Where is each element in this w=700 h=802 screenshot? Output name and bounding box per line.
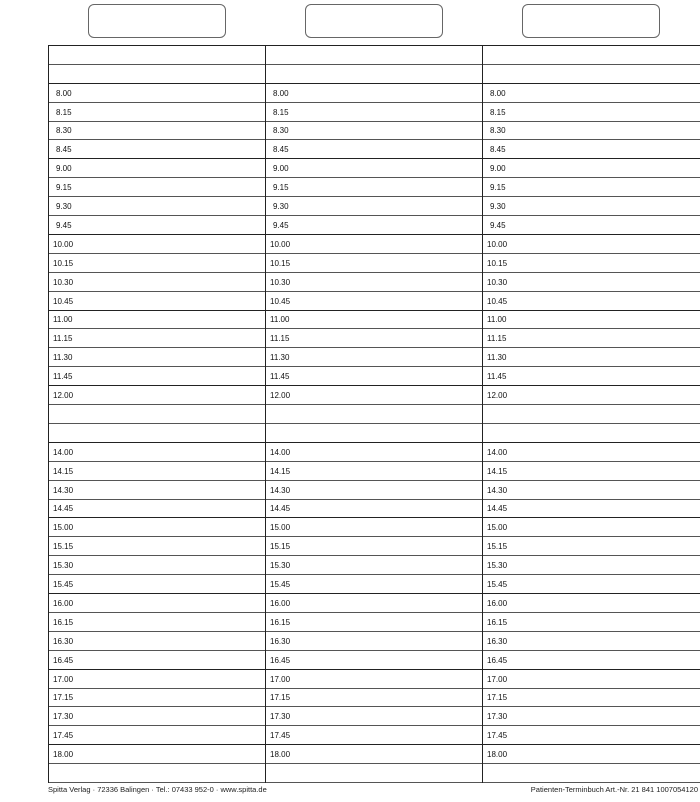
time-slot-row[interactable]	[49, 651, 265, 670]
time-label: 9.00	[273, 164, 289, 174]
time-slot-row[interactable]	[483, 537, 700, 556]
time-label: 11.45	[270, 372, 290, 382]
time-label: 17.45	[487, 731, 508, 741]
time-slot-row[interactable]	[49, 84, 265, 103]
time-label: 8.30	[56, 126, 72, 136]
time-slot-row[interactable]	[483, 367, 700, 386]
time-slot-row[interactable]	[266, 405, 482, 424]
time-slot-row[interactable]	[49, 745, 265, 764]
time-label: 9.15	[490, 183, 506, 193]
time-slot-row[interactable]	[483, 670, 700, 689]
time-label: 9.45	[273, 220, 289, 230]
day-column-2	[266, 46, 483, 782]
time-slot-row[interactable]	[483, 575, 700, 594]
time-slot-row[interactable]	[483, 424, 700, 443]
time-label: 10.45	[487, 296, 508, 306]
time-label: 17.45	[53, 731, 74, 741]
time-slot-row[interactable]	[49, 348, 265, 367]
time-slot-row[interactable]	[483, 348, 700, 367]
time-slot-row[interactable]	[266, 613, 482, 632]
time-label: 8.45	[56, 145, 72, 155]
time-slot-row[interactable]	[483, 443, 700, 462]
time-slot-row[interactable]	[266, 519, 482, 538]
time-slot-row[interactable]	[49, 405, 265, 424]
time-slot-row[interactable]	[266, 46, 482, 65]
time-label: 8.00	[56, 88, 72, 98]
time-slot-row[interactable]	[266, 292, 482, 311]
time-slot-row[interactable]	[49, 367, 265, 386]
header-box-1[interactable]	[88, 4, 226, 38]
time-label: 11.30	[487, 353, 507, 363]
header-box-2[interactable]	[305, 4, 443, 38]
time-slot-row[interactable]	[266, 235, 482, 254]
time-slot-row[interactable]	[483, 84, 700, 103]
time-slot-row[interactable]	[483, 311, 700, 330]
time-slot-row[interactable]	[49, 689, 265, 708]
time-label: 15.30	[487, 561, 508, 571]
time-slot-row[interactable]	[266, 783, 482, 802]
time-label: 12.00	[270, 391, 291, 401]
time-slot-row[interactable]	[49, 575, 265, 594]
time-label: 14.30	[53, 485, 74, 495]
time-label: 11.45	[487, 372, 507, 382]
time-label: 16.30	[270, 636, 291, 646]
time-label: 11.15	[270, 334, 290, 344]
time-slot-row[interactable]	[483, 405, 700, 424]
time-slot-row[interactable]	[49, 500, 265, 519]
time-slot-row[interactable]	[266, 424, 482, 443]
time-slot-row[interactable]	[483, 103, 700, 122]
time-slot-row[interactable]	[49, 330, 265, 349]
time-label: 15.45	[270, 580, 291, 590]
time-label: 17.00	[487, 674, 508, 684]
time-label: 11.00	[53, 315, 73, 325]
time-slot-row[interactable]	[49, 386, 265, 405]
time-slot-row[interactable]	[266, 537, 482, 556]
time-slot-row[interactable]	[49, 443, 265, 462]
time-slot-row[interactable]	[483, 500, 700, 519]
time-label: 15.15	[53, 542, 74, 552]
time-label: 18.00	[487, 750, 508, 760]
time-label: 11.15	[53, 334, 73, 344]
time-slot-row[interactable]	[266, 367, 482, 386]
time-label: 14.00	[270, 447, 291, 457]
time-label: 16.45	[270, 655, 291, 665]
time-slot-row[interactable]	[49, 670, 265, 689]
time-label: 9.45	[56, 220, 72, 230]
time-label: 9.15	[56, 183, 72, 193]
time-slot-row[interactable]	[483, 519, 700, 538]
time-label: 9.30	[56, 202, 72, 212]
time-slot-row[interactable]	[483, 273, 700, 292]
day-column-1	[49, 46, 266, 782]
time-label: 10.15	[270, 258, 291, 268]
time-slot-row[interactable]	[49, 141, 265, 160]
time-slot-row[interactable]	[483, 178, 700, 197]
time-slot-row[interactable]	[266, 462, 482, 481]
time-label: 14.00	[487, 447, 508, 457]
time-label: 15.15	[487, 542, 508, 552]
time-slot-row[interactable]	[266, 348, 482, 367]
time-slot-row[interactable]	[49, 537, 265, 556]
time-label: 17.15	[270, 693, 291, 703]
time-label: 11.30	[270, 353, 290, 363]
time-label: 14.45	[487, 504, 508, 514]
time-slot-row[interactable]	[266, 670, 482, 689]
time-label: 16.45	[53, 655, 74, 665]
time-label: 12.00	[53, 391, 74, 401]
time-label: 16.30	[53, 636, 74, 646]
time-slot-row[interactable]	[483, 235, 700, 254]
time-slot-row[interactable]	[266, 500, 482, 519]
time-slot-row[interactable]	[266, 103, 482, 122]
time-label: 15.30	[53, 561, 74, 571]
time-label: 15.00	[270, 523, 291, 533]
time-label: 9.00	[490, 164, 506, 174]
time-slot-row[interactable]	[483, 46, 700, 65]
time-slot-row[interactable]	[49, 632, 265, 651]
time-label: 8.00	[273, 88, 289, 98]
time-slot-row[interactable]	[49, 273, 265, 292]
time-label: 10.15	[53, 258, 74, 268]
time-slot-row[interactable]	[49, 708, 265, 727]
time-slot-row[interactable]	[49, 65, 265, 84]
time-slot-row[interactable]	[483, 254, 700, 273]
time-slot-row[interactable]	[266, 178, 482, 197]
time-label: 15.30	[270, 561, 291, 571]
time-slot-row[interactable]	[483, 292, 700, 311]
time-slot-row[interactable]	[49, 46, 265, 65]
time-slot-row[interactable]	[483, 651, 700, 670]
time-label: 15.00	[53, 523, 74, 533]
time-slot-row[interactable]	[49, 103, 265, 122]
time-slot-row[interactable]	[483, 764, 700, 783]
time-label: 9.00	[56, 164, 72, 174]
time-slot-row[interactable]	[266, 273, 482, 292]
time-label: 14.30	[487, 485, 508, 495]
appointment-grid	[48, 45, 700, 783]
time-slot-row[interactable]	[49, 311, 265, 330]
time-label: 14.30	[270, 485, 291, 495]
time-slot-row[interactable]	[266, 708, 482, 727]
time-label: 15.15	[270, 542, 291, 552]
time-label: 11.45	[53, 372, 73, 382]
time-label: 10.45	[53, 296, 74, 306]
time-slot-row[interactable]	[483, 141, 700, 160]
time-label: 9.45	[490, 220, 506, 230]
time-slot-row[interactable]	[266, 556, 482, 575]
time-label: 11.00	[487, 315, 507, 325]
time-slot-row[interactable]	[266, 141, 482, 160]
time-label: 17.30	[53, 712, 74, 722]
time-slot-row[interactable]	[483, 556, 700, 575]
time-slot-row[interactable]	[266, 443, 482, 462]
time-label: 11.00	[270, 315, 290, 325]
time-label: 8.15	[56, 107, 72, 117]
time-label: 10.00	[487, 239, 508, 249]
article-number-footer: Patienten-Terminbuch Art.-Nr. 21 841 1007054120	[530, 785, 698, 794]
time-label: 9.30	[490, 202, 506, 212]
time-label: 18.00	[53, 750, 74, 760]
time-slot-row[interactable]	[49, 594, 265, 613]
time-label: 8.45	[273, 145, 289, 155]
time-label: 18.00	[270, 750, 291, 760]
time-slot-row[interactable]	[483, 122, 700, 141]
time-label: 16.15	[270, 617, 291, 627]
time-slot-row[interactable]	[266, 311, 482, 330]
time-slot-row[interactable]	[49, 481, 265, 500]
time-label: 17.00	[53, 674, 74, 684]
time-slot-row[interactable]	[49, 424, 265, 443]
time-label: 17.30	[487, 712, 508, 722]
time-label: 16.00	[53, 598, 74, 608]
time-label: 16.30	[487, 636, 508, 646]
time-slot-row[interactable]	[266, 575, 482, 594]
time-label: 10.00	[53, 239, 74, 249]
day-column-3	[483, 46, 700, 782]
time-label: 15.45	[487, 580, 508, 590]
time-label: 14.45	[53, 504, 74, 514]
time-slot-row[interactable]	[49, 216, 265, 235]
time-label: 8.15	[490, 107, 506, 117]
time-slot-row[interactable]	[266, 689, 482, 708]
time-label: 11.15	[487, 334, 507, 344]
publisher-footer: Spitta Verlag · 72336 Balingen · Tel.: 07433 952-0 · www.spitta.de	[48, 785, 267, 794]
time-slot-row[interactable]	[483, 708, 700, 727]
time-label: 17.15	[487, 693, 508, 703]
time-slot-row[interactable]	[483, 726, 700, 745]
time-slot-row[interactable]	[266, 632, 482, 651]
time-label: 14.45	[270, 504, 291, 514]
time-slot-row[interactable]	[49, 235, 265, 254]
time-label: 15.45	[53, 580, 74, 590]
time-slot-row[interactable]	[266, 481, 482, 500]
time-slot-row[interactable]	[266, 745, 482, 764]
time-slot-row[interactable]	[266, 764, 482, 783]
time-slot-row[interactable]	[483, 197, 700, 216]
time-label: 10.30	[53, 277, 74, 287]
time-slot-row[interactable]	[483, 216, 700, 235]
time-slot-row[interactable]	[266, 594, 482, 613]
time-label: 17.30	[270, 712, 291, 722]
time-label: 8.15	[273, 107, 289, 117]
time-label: 17.45	[270, 731, 291, 741]
time-label: 8.30	[273, 126, 289, 136]
time-label: 14.15	[487, 466, 508, 476]
time-slot-row[interactable]	[483, 330, 700, 349]
time-slot-row[interactable]	[266, 330, 482, 349]
time-label: 15.00	[487, 523, 508, 533]
time-label: 17.15	[53, 693, 74, 703]
time-slot-row[interactable]	[266, 65, 482, 84]
time-label: 17.00	[270, 674, 291, 684]
time-slot-row[interactable]	[49, 178, 265, 197]
time-label: 16.15	[487, 617, 508, 627]
time-slot-row[interactable]	[49, 122, 265, 141]
time-label: 12.00	[487, 391, 508, 401]
time-label: 11.30	[53, 353, 73, 363]
time-slot-row[interactable]	[49, 613, 265, 632]
time-label: 10.45	[270, 296, 291, 306]
time-slot-row[interactable]	[49, 254, 265, 273]
time-label: 10.30	[487, 277, 508, 287]
time-slot-row[interactable]	[49, 764, 265, 783]
time-label: 10.30	[270, 277, 291, 287]
time-slot-row[interactable]	[266, 386, 482, 405]
time-slot-row[interactable]	[483, 613, 700, 632]
time-slot-row[interactable]	[483, 462, 700, 481]
time-label: 10.15	[487, 258, 508, 268]
time-slot-row[interactable]	[49, 519, 265, 538]
time-slot-row[interactable]	[266, 651, 482, 670]
time-slot-row[interactable]	[483, 632, 700, 651]
time-slot-row[interactable]	[49, 462, 265, 481]
time-slot-row[interactable]	[483, 159, 700, 178]
time-label: 10.00	[270, 239, 291, 249]
time-slot-row[interactable]	[483, 65, 700, 84]
time-slot-row[interactable]	[49, 159, 265, 178]
time-slot-row[interactable]	[266, 197, 482, 216]
time-slot-row[interactable]	[266, 84, 482, 103]
time-label: 9.30	[273, 202, 289, 212]
time-slot-row[interactable]	[483, 689, 700, 708]
time-label: 8.30	[490, 126, 506, 136]
time-slot-row[interactable]	[266, 216, 482, 235]
time-slot-row[interactable]	[49, 556, 265, 575]
time-slot-row[interactable]	[49, 197, 265, 216]
time-label: 8.45	[490, 145, 506, 155]
time-label: 16.45	[487, 655, 508, 665]
time-label: 14.00	[53, 447, 74, 457]
header-box-3[interactable]	[522, 4, 660, 38]
time-label: 16.00	[270, 598, 291, 608]
time-slot-row[interactable]	[483, 594, 700, 613]
time-slot-row[interactable]	[483, 386, 700, 405]
time-label: 8.00	[490, 88, 506, 98]
time-label: 16.15	[53, 617, 74, 627]
time-slot-row[interactable]	[483, 481, 700, 500]
time-slot-row[interactable]	[49, 292, 265, 311]
time-slot-row[interactable]	[483, 745, 700, 764]
time-label: 9.15	[273, 183, 289, 193]
time-slot-row[interactable]	[49, 726, 265, 745]
time-label: 14.15	[53, 466, 74, 476]
time-slot-row[interactable]	[266, 159, 482, 178]
time-slot-row[interactable]	[266, 122, 482, 141]
time-slot-row[interactable]	[266, 254, 482, 273]
time-label: 16.00	[487, 598, 508, 608]
time-slot-row[interactable]	[266, 726, 482, 745]
time-label: 14.15	[270, 466, 291, 476]
